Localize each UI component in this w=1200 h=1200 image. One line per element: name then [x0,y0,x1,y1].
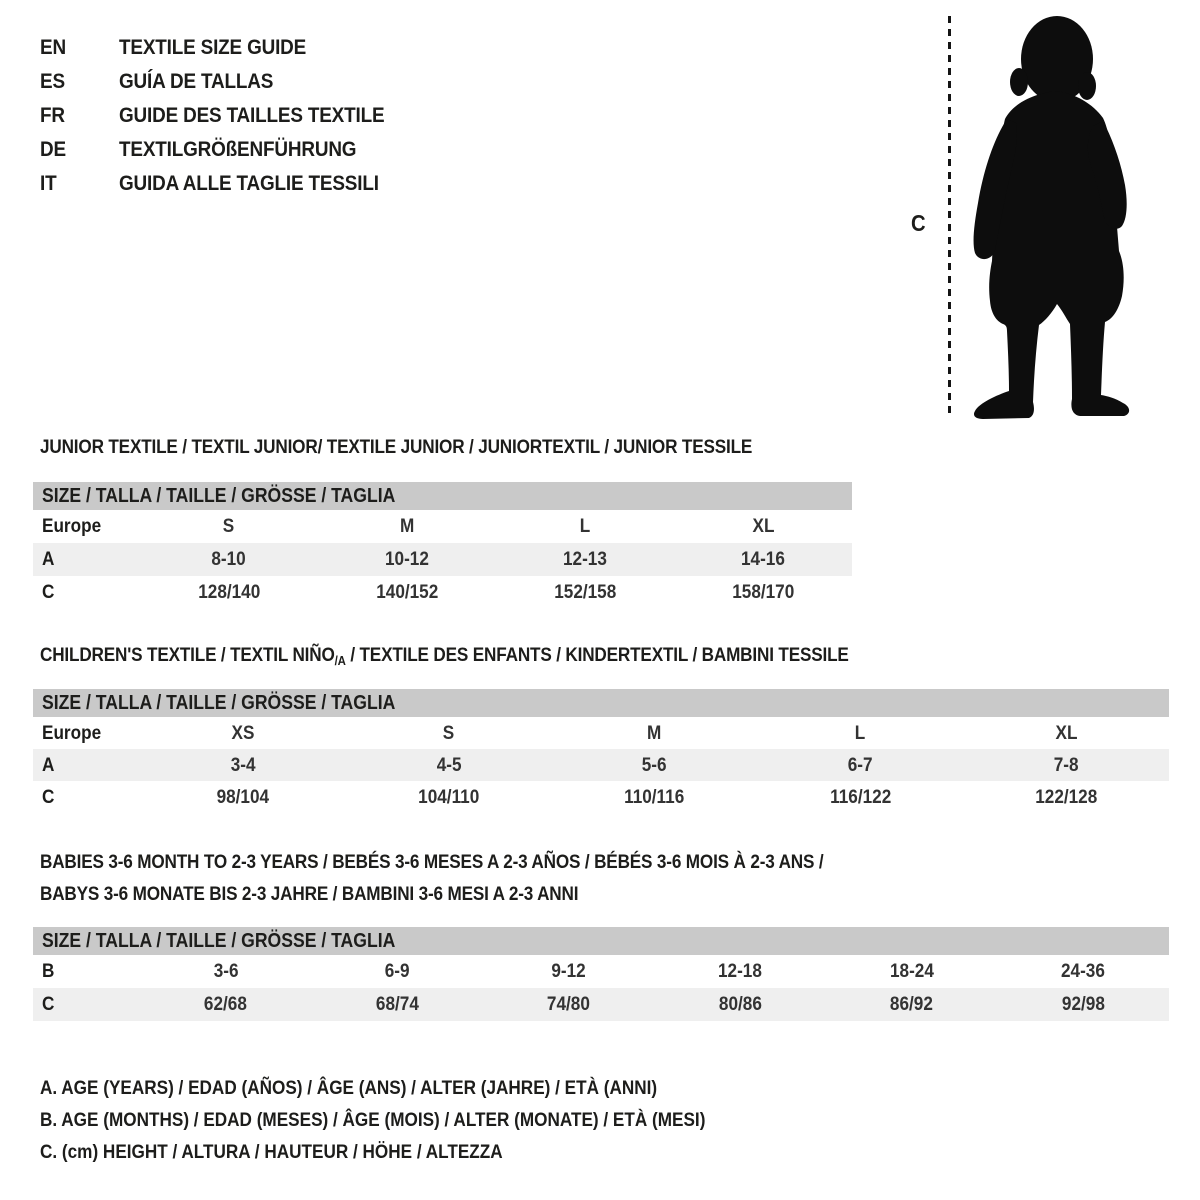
value-cell: 14-16 [741,548,785,570]
height-measure-label: C [910,210,926,236]
value-cell: 116/122 [829,785,891,808]
size-header-label: SIZE / TALLA / TAILLE / GRÖSSE / TAGLIA [42,929,396,952]
row-label: C [42,993,55,1015]
value-cell: 6-9 [384,960,410,982]
value-cell: 8-10 [211,548,247,570]
row-label: A [42,753,55,776]
language-code: DE [40,136,66,161]
junior-section-title: JUNIOR TEXTILE / TEXTIL JUNIOR/ TEXTILE JUNIOR / JUNIORTEXTIL / JUNIOR TESSILE [40,436,753,458]
value-cell: 104/110 [418,785,480,808]
language-title: GUÍA DE TALLAS [119,68,274,93]
value-cell: 80/86 [718,993,762,1015]
value-cell: 12-18 [718,960,763,982]
size-header-row [33,927,1169,955]
value-cell: 9-12 [551,960,586,982]
value-cell: 86/92 [890,993,934,1015]
table-row-sizes [33,510,852,543]
toddler-silhouette-icon [966,13,1138,419]
table-row-height [33,781,1169,813]
legend [40,1072,796,1168]
value-cell: 10-12 [385,548,429,570]
size-cell: L [579,515,591,537]
value-cell: 24-36 [1061,960,1106,982]
language-title-list [40,30,421,200]
value-cell: 98/104 [216,785,270,808]
table-row-months [33,955,1169,988]
value-cell: 12-13 [563,548,607,570]
table-row-height [33,576,852,609]
table-row-height [33,988,1169,1021]
nino-a-subscript: /A [334,653,346,668]
size-header-label: SIZE / TALLA / TAILLE / GRÖSSE / TAGLIA [42,484,396,507]
size-header-row [33,689,1169,717]
babies-title-line1: BABIES 3-6 MONTH TO 2-3 YEARS / BEBÉS 3-6 MESES A 2-3 AÑOS / BÉBÉS 3-6 MOIS À 2-3 ANS / [40,851,824,873]
value-cell: 18-24 [889,960,934,982]
size-header-row [33,482,852,510]
value-cell: 4-5 [436,753,462,776]
legend-line-c: C. (cm) HEIGHT / ALTURA / HAUTEUR / HÖHE / ALTEZZA [40,1140,503,1163]
language-code: ES [40,68,65,93]
table-row-sizes [33,717,1169,749]
value-cell: 7-8 [1053,753,1079,776]
row-label: A [42,548,55,570]
babies-size-table [33,927,1169,1021]
row-label: C [42,785,55,808]
size-cell: S [442,721,455,744]
size-cell: XS [231,721,255,744]
value-cell: 62/68 [204,993,248,1015]
value-cell: 140/152 [375,581,439,603]
value-cell: 68/74 [375,993,419,1015]
size-cell: L [855,721,866,744]
row-label: B [42,960,55,982]
language-code: IT [40,170,57,195]
babies-section-title [40,851,930,915]
language-row-es [40,64,421,98]
legend-line-a: A. AGE (YEARS) / EDAD (AÑOS) / ÂGE (ANS) / ALTER (JAHRE) / ETÀ (ANNI) [40,1076,658,1099]
language-code: FR [40,102,65,127]
size-cell: M [647,721,662,744]
value-cell: 158/170 [731,581,795,603]
table-row-age [33,543,852,576]
language-row-it [40,166,421,200]
value-cell: 5-6 [642,753,667,776]
size-header-label: SIZE / TALLA / TAILLE / GRÖSSE / TAGLIA [42,691,396,714]
value-cell: 74/80 [547,993,591,1015]
language-title: TEXTILE SIZE GUIDE [119,34,307,59]
region-label: Europe [42,515,102,537]
junior-size-table [33,482,852,609]
height-measure-dashed-line [948,16,951,416]
children-section-title: CHILDREN'S TEXTILE / TEXTIL $NIÑO_{/A}$ / TEXTILE DES ENFANTS / KINDERTEXTIL / BAMBINI TESSILE [40,644,849,668]
value-cell: 92/98 [1061,993,1105,1015]
value-cell: 3-6 [213,960,239,982]
legend-line-b: B. AGE (MONTHS) / EDAD (MESES) / ÂGE (MOIS) / ALTER (MONATE) / ETÀ (MESI) [40,1108,706,1131]
language-row-de [40,132,421,166]
size-cell: XL [752,515,774,537]
language-title: GUIDE DES TAILLES TEXTILE [119,102,385,127]
value-cell: 122/128 [1035,785,1098,808]
language-title: TEXTILGRÖßENFÜHRUNG [119,136,357,161]
language-row-en [40,30,421,64]
table-row-age [33,749,1169,781]
language-row-fr [40,98,421,132]
size-cell: S [223,515,235,537]
value-cell: 152/158 [553,581,617,603]
region-label: Europe [42,721,102,744]
value-cell: 3-4 [230,753,256,776]
row-label: C [42,581,55,603]
value-cell: 6-7 [847,753,873,776]
size-cell: XL [1055,721,1078,744]
babies-title-line2: BABYS 3-6 MONATE BIS 2-3 JAHRE / BAMBINI 3-6 MESI A 2-3 ANNI [40,883,579,905]
language-code: EN [40,34,66,59]
value-cell: 128/140 [197,581,261,603]
children-size-table [33,689,1169,813]
language-title: GUIDA ALLE TAGLIE TESSILI [119,170,379,195]
size-cell: M [399,515,415,537]
value-cell: 110/116 [624,785,685,808]
